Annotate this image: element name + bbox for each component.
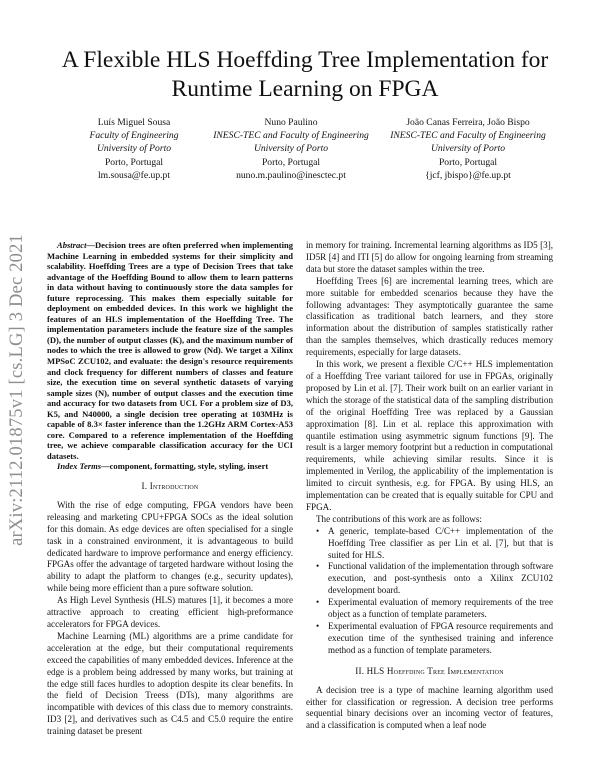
- body-paragraph-this-work: In this work, we present a flexible C/C++ HLS implementation of a Hoeffding Tree variant tailored for use in FPGAs, originally proposed by Lin et al. [7]. Their work built on an earlier variant in which the storage of the statistical data of the sampling distribution of the original Hoeffding Tree was replaced by a Gaussian approximation [8]. Lin et al. replace this approximation with quantile estimation using asymmetric signum functions [9]. The result is a larger memory footprint but a reduction in computational requirements, while achieving similar results. Since it is implemented in Verilog, the applicability of the implementation is limited to circuit synthesis, e.g. for FPGA. By using HLS, an implementation can be created that is equally suitable for CPU and FPGA.: [306, 359, 553, 512]
- author-email: {jcf, jbispo}@fe.up.pt: [425, 169, 511, 181]
- author-affiliation: Faculty of Engineering: [89, 130, 179, 142]
- author-name: Luís Miguel Sousa: [97, 117, 171, 128]
- contribution-list: [306, 526, 553, 657]
- intro-paragraph-3: Machine Learning (ML) algorithms are a prime candidate for acceleration at the edge, but their computational requirements exceed the capabilities of many embedded devices. Inference at the edge is a problem being addressed by many works, but training at the edge still faces hurdles to adoption despite its clear benefits. In the field of Decision Treess (DTs), many algorithms are incompatible with devices of this class due to memory constraints. ID3 [2], and derivatives such as C4.5 and C5.0 require the entire training dataset be present: [47, 630, 293, 737]
- author-affiliation: INESC-TEC and Faculty of Engineering: [213, 130, 369, 142]
- abstract-label: Abstract: [57, 240, 87, 250]
- contribution-item: • Experimental evaluation of memory requirements of the tree object as a function of template parameters.: [328, 597, 553, 621]
- author-name: João Canas Ferreira, João Bispo: [406, 117, 530, 128]
- body-paragraph-contributions: The contributions of this work are as follows:: [316, 513, 482, 524]
- arxiv-stamp-container: [3, 210, 31, 570]
- body-paragraph-continued: in memory for training. Incremental learning algorithms as ID5 [3], ID5R [4] and ITI [5] do allow for ongoing learning from streaming data but store the dataset samples within the tree.: [306, 240, 553, 274]
- paper-title: A Flexible HLS Hoeffding Tree Implementation for Runtime Learning on FPGA: [61, 47, 549, 102]
- intro-paragraph-2: As High Level Synthesis (HLS) matures [1], it becomes a more attractive approach to creating efficient high-preformance accelerators for FPGA devices.: [47, 595, 293, 629]
- contribution-item: • Experimental evaluation of FPGA resource requirements and execution time of the synthesised training and inference method as a function of template parameters.: [328, 621, 553, 657]
- author-block-3: [382, 116, 554, 182]
- author-name: Nuno Paulino: [264, 117, 318, 128]
- left-column: [47, 240, 293, 738]
- section2-paragraph-1: A decision tree is a type of machine learning algorithm used either for classification or regression. A decision tree performs sequential binary decisions over an incoming vector of features, and a classification is computed when a leaf node: [306, 684, 553, 731]
- right-column: [306, 240, 553, 732]
- contribution-item: • Functional validation of the implementation through software execution, and post-synthesis onto a Xilinx ZCU102 development board.: [328, 561, 553, 597]
- author-affiliation-2: University of Porto: [96, 143, 172, 155]
- author-email: nuno.m.paulino@inesctec.pt: [236, 169, 346, 181]
- author-location: Porto, Portugal: [261, 156, 321, 168]
- author-block-1: [58, 116, 210, 182]
- author-location: Porto, Portugal: [104, 156, 164, 168]
- contribution-item: • A generic, template-based C/C++ implementation of the Hoeffding Tree classifier as per Lin et al. [7], but that is suited for HLS.: [328, 526, 553, 562]
- author-affiliation-2: University of Porto: [253, 143, 329, 155]
- author-block-2: [200, 116, 382, 182]
- arxiv-stamp: arXiv:2112.01875v1 [cs.LG] 3 Dec 2021: [6, 234, 27, 546]
- author-affiliation: INESC-TEC and Faculty of Engineering: [390, 130, 546, 142]
- index-terms: [47, 461, 293, 472]
- intro-paragraph-1: With the rise of edge computing, FPGA vendors have been releasing and marketing CPU+FPGA SOCs as the ideal solution for this domain. As edge devices are often specialised for a single task in a constrained environment, it is advantageous to build dedicated hardware to improve performance and energy efficiency. FPGAs offer the advantage of targeted hardware without losing the ability to adapt the platform to changes (e.g., security updates), while being more efficient than a pure software solution.: [47, 499, 293, 594]
- author-location: Porto, Portugal: [438, 156, 498, 168]
- abstract: [47, 240, 293, 461]
- index-terms-label: Index Terms: [57, 461, 102, 472]
- section-heading-introduction: I. Introduction: [141, 481, 199, 492]
- body-paragraph-hoeffding: Hoeffding Trees [6] are incremental learning trees, which are more suitable for embedded scenarios because they have the following advantages: They asymptotically guarantee the same classification as traditional batch learners, and they store information about the distribution of samples statistically rather than the samples themselves, which drastically reduces memory requirements, especially for large datasets.: [306, 275, 553, 358]
- abstract-text: —Decision trees are often preferred when implementing Machine Learning in embedded systems for their simplicity and scalability. Hoeffding Trees are a type of Decision Trees that take advantage of the Hoeffding Bound to allow them to learn patterns in data without having to continuously store the data samples for future reprocessing. This makes them especially suitable for deployment on embedded devices. In this work we highlight the features of an HLS implementation of the Hoeffding Tree. The implementation parameters include the feature size of the samples (D), the number of output classes (K), and the maximum number of nodes to which the tree is allowed to grow (Nd). We target a Xilinx MPSoC ZCU102, and evaluate: the design's resource requirements and clock frequency for different numbers of classes and feature size, the execution time on several synthetic datasets of varying sample sizes (N), number of output classes and the execution time and accuracy for two datasets from UCI. For a problem size of D3, K5, and N40000, a single decision tree operating at 103MHz is capable of 8.3× faster inference than the 1.2GHz ARM Cortex-A53 core. Compared to a reference implementation of the Hoeffding tree, we achieve comparable classification accuracy for the UCI datasets.: [47, 240, 293, 461]
- author-affiliation-2: University of Porto: [430, 143, 506, 155]
- author-email: lm.sousa@fe.up.pt: [98, 169, 170, 181]
- section-heading-hls-implementation: II. HLS Hoeffding Tree Implementation: [355, 665, 504, 676]
- index-terms-text: —component, formatting, style, styling, insert: [101, 461, 269, 472]
